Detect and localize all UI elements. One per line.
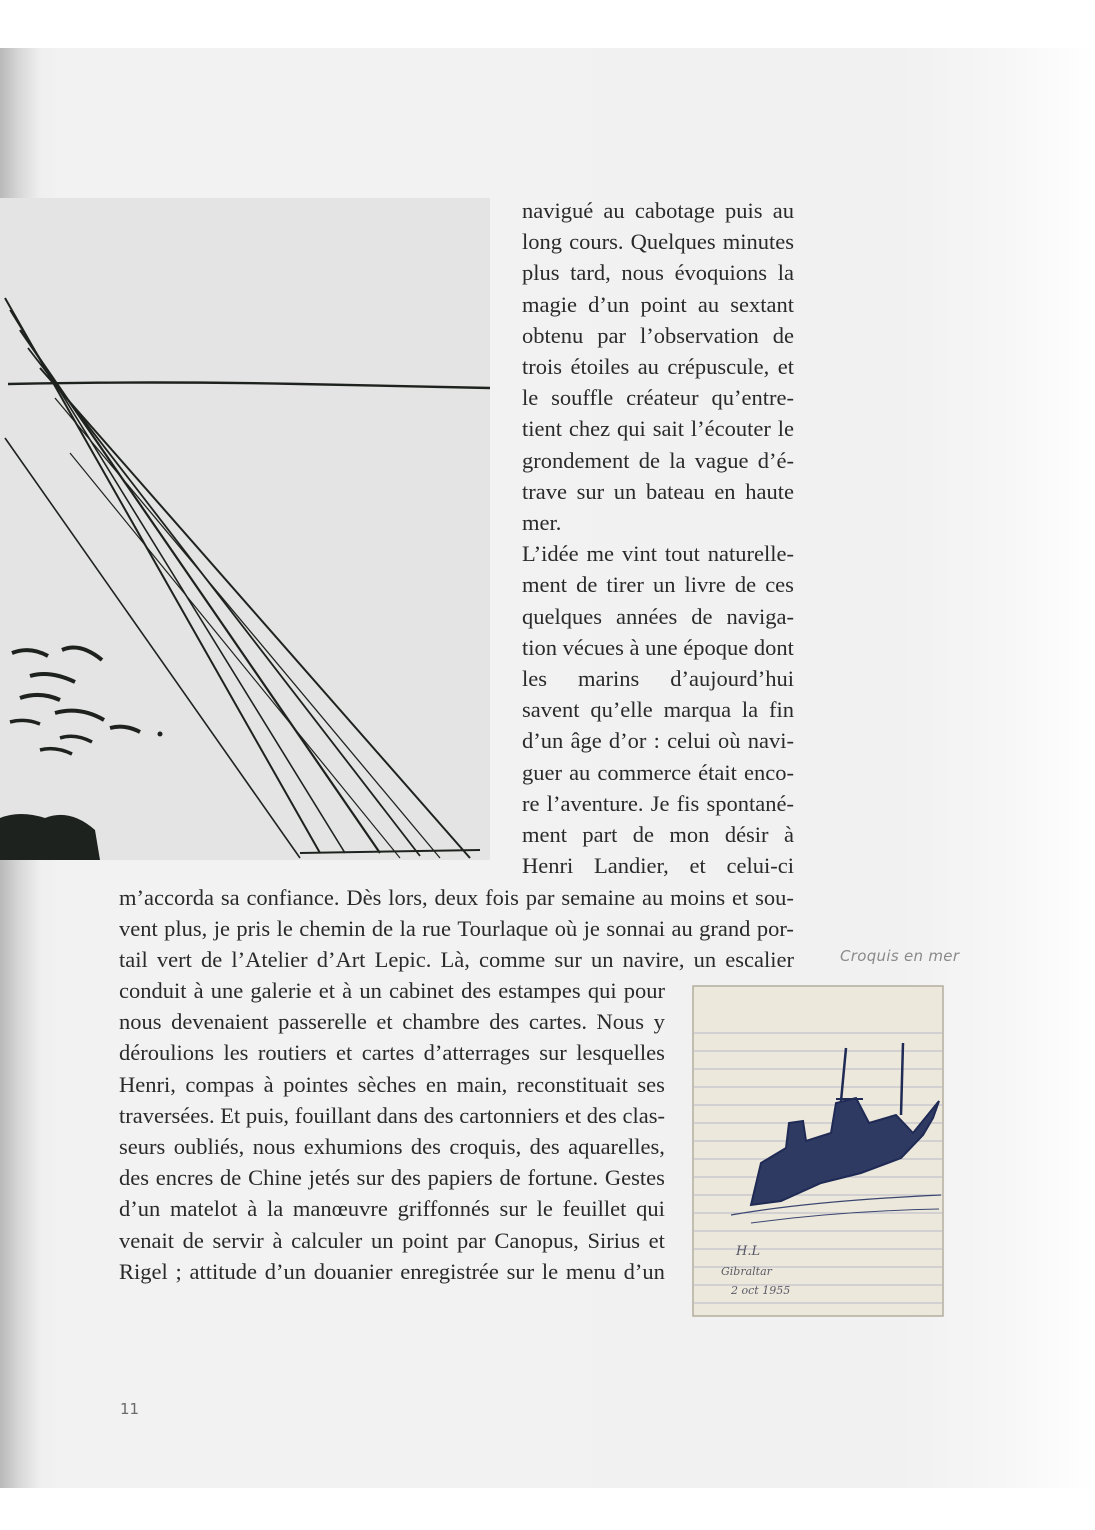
text-line: des encres de Chine jetés sur des papiers de fortune. Gestes <box>119 1165 665 1191</box>
sketch-inscription-place: Gibraltar <box>721 1265 772 1278</box>
text-line: mer. <box>522 510 562 535</box>
text-line: tail vert de l’Atelier d’Art Lepic. Là, comme sur un navire, un escalier <box>119 947 794 973</box>
ink-drawing-illustration <box>0 198 490 860</box>
text-line: traversées. Et puis, fouillant dans des cartonniers et des clas- <box>119 1102 665 1128</box>
ship-sketch-image <box>691 983 946 1320</box>
page-number: 11 <box>120 1400 140 1418</box>
text-line: obtenu par l’observation de <box>522 322 794 348</box>
text-line: savent qu’elle marqua la fin <box>522 697 794 723</box>
text-line: nous devenaient passerelle et chambre des cartes. Nous y <box>119 1009 665 1035</box>
text-line: navigué au cabotage puis au <box>522 198 794 223</box>
text-line: Rigel ; attitude d’un douanier enregistrée sur le menu d’un <box>119 1258 665 1284</box>
text-line: tion vécues à une époque dont <box>522 634 794 660</box>
text-line: m’accorda sa confiance. Dès lors, deux fois par semaine au moins et sou- <box>119 885 794 910</box>
text-line: plus tard, nous évoquions la <box>522 260 794 286</box>
text-line: magie d’un point au sextant <box>522 291 794 317</box>
text-line: guer au commerce était enco- <box>522 759 794 785</box>
sketch-inscription-date: 2 oct 1955 <box>731 1284 791 1297</box>
text-line: re l’aventure. Je fis spontané- <box>522 790 794 816</box>
text-line: L’idée me vint tout naturelle- <box>522 541 794 567</box>
text-line: trave sur un bateau en haute <box>522 478 794 504</box>
text-line: les marins d’aujourd’hui <box>522 666 794 691</box>
text-line: quelques années de naviga- <box>522 603 794 629</box>
text-line: seurs oubliés, nous exhumions des croquis, des aquarelles, <box>119 1134 665 1159</box>
text-line: ment part de mon désir à <box>522 822 794 847</box>
text-line: d’un âge d’or : celui où navi- <box>522 728 794 754</box>
text-line: vent plus, je pris le chemin de la rue Tourlaque où je sonnai au grand por- <box>119 916 794 942</box>
text-line: d’un matelot à la manœuvre griffonnés sur le feuillet qui <box>119 1196 665 1222</box>
text-line: Henri, compas à pointes sèches en main, reconstituait ses <box>119 1071 665 1097</box>
text-line: long cours. Quelques minutes <box>522 229 794 255</box>
text-line: grondement de la vague d’é- <box>522 447 794 473</box>
text-line: trois étoiles au crépuscule, et <box>522 354 794 379</box>
text-line: déroulions les routiers et cartes d’atterrages sur lesquelles <box>119 1040 665 1066</box>
text-line: venait de servir à calculer un point par Canopus, Sirius et <box>119 1227 665 1253</box>
text-line: conduit à une galerie et à un cabinet des estampes qui pour <box>119 978 665 1003</box>
text-line: le souffle créateur qu’entre- <box>522 385 794 411</box>
text-line: ment de tirer un livre de ces <box>522 572 794 598</box>
text-line: Henri Landier, et celui-ci <box>522 853 794 879</box>
sketch-inscription-initials: H.L <box>736 1244 761 1259</box>
figure-caption: Croquis en mer <box>840 947 960 965</box>
text-line: tient chez qui sait l’écouter le <box>522 416 794 442</box>
